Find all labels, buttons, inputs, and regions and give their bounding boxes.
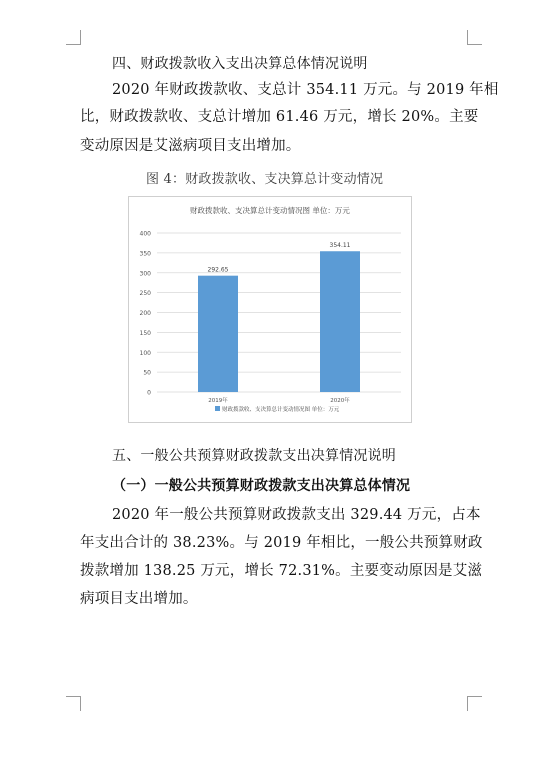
y-tick-label: 150	[139, 329, 151, 337]
y-tick-label: 400	[139, 230, 151, 238]
x-tick-label: 2020年	[330, 398, 350, 404]
legend-label: 财政拨款收、支决算总计变动情况图 单位：万元	[222, 407, 340, 413]
page-corner-mark-bottom-left	[66, 696, 81, 711]
section-5-paragraph-line: 病项目支出增加。	[80, 591, 198, 607]
bar-data-label: 354.11	[329, 242, 351, 250]
section-4-paragraph-line: 比，财政拨款收、支总计增加 61.46 万元，增长 20%。主要	[80, 109, 479, 125]
bar	[320, 251, 360, 392]
y-tick-label: 350	[139, 250, 151, 258]
legend-swatch	[215, 406, 220, 411]
y-tick-label: 0	[147, 389, 151, 397]
section-5-subheading: （一）一般公共预算财政拨款支出决算总体情况	[112, 478, 411, 494]
bar-chart-canvas	[129, 197, 411, 422]
page-corner-mark-top-right	[467, 30, 482, 45]
bar	[198, 276, 238, 392]
section-5-heading: 五、一般公共预算财政拨款支出决算情况说明	[112, 448, 396, 464]
bar-chart	[128, 196, 412, 423]
y-tick-label: 200	[139, 310, 151, 317]
y-tick-label: 300	[139, 270, 151, 278]
chart-title: 财政拨款收、支决算总计变动情况图 单位：万元	[190, 206, 350, 215]
page-corner-mark-bottom-right	[467, 696, 482, 711]
page-corner-mark-top-left	[66, 30, 81, 45]
section-5-paragraph-line: 拨款增加 138.25 万元，增长 72.31%。主要变动原因是艾滋	[80, 563, 483, 579]
section-5-paragraph-line: 年支出合计的 38.23%。与 2019 年相比，一般公共预算财政	[80, 535, 483, 551]
section-5-paragraph-line: 2020 年一般公共预算财政拨款支出 329.44 万元，占本	[112, 507, 481, 523]
section-4-heading: 四、财政拨款收入支出决算总体情况说明	[112, 56, 368, 72]
y-tick-label: 100	[139, 349, 151, 357]
y-tick-label: 50	[143, 369, 151, 377]
y-tick-label: 250	[139, 290, 151, 298]
bar-data-label: 292.65	[207, 266, 229, 274]
x-tick-label: 2019年	[208, 398, 228, 404]
section-4-paragraph-line: 变动原因是艾滋病项目支出增加。	[80, 138, 301, 154]
section-4-paragraph-line: 2020 年财政拨款收、支总计 354.11 万元。与 2019 年相	[112, 82, 499, 98]
figure-caption: 图 4：财政拨款收、支决算总计变动情况	[146, 172, 384, 187]
